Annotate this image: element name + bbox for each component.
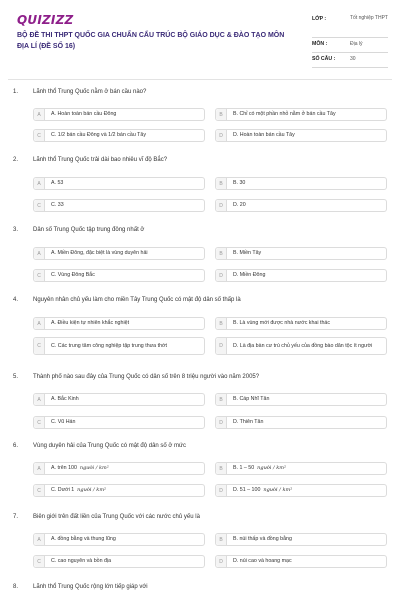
option-text: D. Thiên Tân (233, 419, 264, 426)
quizizz-logo: QUIZIZZ (17, 13, 74, 27)
question-number: 6. (13, 443, 19, 449)
option-text: A. Điều kiện tự nhiên khắc nghiệt (51, 320, 130, 327)
option-letter-b: B (216, 318, 227, 329)
option-unit: người / km² (77, 487, 107, 494)
option-letter-b: B (216, 248, 227, 259)
option-text: A. đồng bằng và thung lũng (51, 536, 116, 543)
option-c[interactable] (33, 416, 205, 429)
option-text: A. Bắc Kinh (51, 396, 79, 403)
option-a[interactable] (33, 317, 205, 330)
option-letter-d: D (216, 338, 227, 354)
option-b[interactable] (215, 317, 387, 330)
header-divider (8, 79, 392, 80)
option-text (233, 463, 382, 474)
question-number: 5. (13, 374, 19, 380)
option-text: C. cao nguyên và bồn địa (51, 558, 112, 565)
question-text: Dân số Trung Quốc tập trung đông nhất ở (33, 227, 145, 233)
option-d[interactable] (215, 416, 387, 429)
count-label: SỐ CÂU : (312, 56, 336, 62)
option-letter-a: A (34, 318, 45, 329)
option-text: B. 30 (233, 180, 246, 187)
option-b[interactable] (215, 247, 387, 260)
question-text: Vùng duyên hải của Trung Quốc có mật độ dân số ở mức (33, 443, 187, 449)
option-d[interactable] (215, 484, 387, 497)
option-letter-d: D (216, 417, 227, 428)
option-unit: người / km² (79, 465, 109, 472)
option-c[interactable] (33, 484, 205, 497)
option-text: A. 53 (51, 180, 64, 187)
option-text (51, 485, 200, 496)
meta-subject-row (312, 38, 388, 53)
option-letter-a: A (34, 178, 45, 189)
option-letter-c: C (34, 417, 45, 428)
option-letter-b: B (216, 463, 227, 474)
option-text (233, 485, 382, 496)
subject-label: MÔN : (312, 41, 328, 47)
option-letter-d: D (216, 556, 227, 567)
question-number: 4. (13, 297, 19, 303)
question-number: 1. (13, 89, 19, 95)
option-letter-c: C (34, 130, 45, 141)
option-value: A. trên 100 (51, 465, 77, 472)
question-text: Lãnh thổ Trung Quốc rộng lớn tiếp giáp với (33, 584, 148, 590)
option-text: C. Các trung tâm công nghiệp tập trung thưa thớt (51, 342, 167, 349)
option-letter-b: B (216, 394, 227, 405)
option-b[interactable] (215, 177, 387, 190)
meta-count-row (312, 53, 388, 68)
option-d[interactable] (215, 555, 387, 568)
question-number: 3. (13, 227, 19, 233)
option-c[interactable] (33, 199, 205, 212)
option-a[interactable] (33, 533, 205, 546)
option-a[interactable] (33, 108, 205, 121)
option-letter-c: C (34, 270, 45, 281)
option-text: C. 33 (51, 202, 64, 209)
option-text: B. Là vùng mới được nhà nước khai thác (233, 320, 331, 327)
option-d[interactable] (215, 129, 387, 142)
option-d[interactable] (215, 337, 387, 355)
meta-class-row (312, 13, 388, 38)
option-unit: người / km² (263, 487, 293, 494)
option-text: B. Cáp Nhĩ Tân (233, 396, 270, 403)
option-a[interactable] (33, 247, 205, 260)
option-text: C. 1/2 bán cầu Đông và 1/2 bán cầu Tây (51, 132, 147, 139)
option-text: C. Vũ Hán (51, 419, 76, 426)
worksheet-title: BỘ ĐỀ THI THPT QUỐC GIA CHUẨN CẤU TRÚC BỘ GIÁO DỤC & ĐÀO TẠO MÔN ĐỊA LÍ (ĐỀ SỐ 16) (17, 32, 285, 50)
option-text: A. Miền Đông, đặc biệt là vùng duyên hải (51, 250, 148, 257)
option-a[interactable] (33, 177, 205, 190)
option-value: D. 51 – 100 (233, 487, 261, 494)
option-letter-c: C (34, 338, 45, 354)
option-d[interactable] (215, 269, 387, 282)
count-value: 30 (350, 56, 356, 62)
subject-value: Địa lý (350, 41, 363, 47)
option-letter-a: A (34, 534, 45, 545)
option-letter-a: A (34, 248, 45, 259)
question-text: Nguyên nhân chủ yếu làm cho miền Tây Trung Quốc có mật độ dân số thấp là (33, 297, 241, 303)
question-number: 7. (13, 514, 19, 520)
question-number: 8. (13, 584, 19, 590)
option-a[interactable] (33, 393, 205, 406)
worksheet-header (0, 0, 400, 78)
option-text (51, 463, 200, 474)
option-letter-a: A (34, 109, 45, 120)
option-text: D. 20 (233, 202, 246, 209)
option-a[interactable] (33, 462, 205, 475)
option-c[interactable] (33, 337, 205, 355)
option-letter-b: B (216, 534, 227, 545)
class-value: Tốt nghiệp THPT (350, 15, 388, 21)
option-text: B. núi thấp và đồng bằng (233, 536, 292, 543)
option-c[interactable] (33, 129, 205, 142)
option-text: B. Miền Tây (233, 250, 262, 257)
option-letter-d: D (216, 200, 227, 211)
option-letter-d: D (216, 130, 227, 141)
option-text: D. Miền Đông (233, 272, 266, 279)
option-value: B. 1 – 50 (233, 465, 255, 472)
option-value: C. Dưới 1 (51, 487, 75, 494)
option-b[interactable] (215, 108, 387, 121)
question-text: Lãnh thổ Trung Quốc nằm ở bán cầu nào? (33, 89, 147, 95)
option-d[interactable] (215, 199, 387, 212)
question-text: Thành phố nào sau đây của Trung Quốc có dân số trên 8 triệu người vào năm 2005? (33, 374, 260, 380)
class-label: LỚP : (312, 16, 327, 22)
option-b[interactable] (215, 393, 387, 406)
option-text: C. Vùng Đông Bắc (51, 272, 95, 279)
option-text: A. Hoàn toàn bán cầu Đông (51, 111, 117, 118)
option-c[interactable] (33, 555, 205, 568)
option-b[interactable] (215, 462, 387, 475)
option-letter-c: C (34, 485, 45, 496)
option-letter-d: D (216, 270, 227, 281)
option-letter-c: C (34, 200, 45, 211)
option-letter-a: A (34, 463, 45, 474)
option-c[interactable] (33, 269, 205, 282)
option-letter-a: A (34, 394, 45, 405)
option-text: B. Chỉ có một phần nhỏ nằm ở bán cầu Tây (233, 111, 336, 118)
option-text: D. Là địa bàn cư trú chủ yếu của đồng bào dân tộc ít người (233, 342, 373, 349)
option-text: D. Hoàn toàn bán cầu Tây (233, 132, 295, 139)
question-text: Lãnh thổ Trung Quốc trải dài bao nhiêu vĩ độ Bắc? (33, 157, 168, 163)
option-letter-b: B (216, 109, 227, 120)
option-b[interactable] (215, 533, 387, 546)
option-unit: người / km² (257, 465, 287, 472)
option-letter-b: B (216, 178, 227, 189)
question-number: 2. (13, 157, 19, 163)
question-text: Biên giới trên đất liền của Trung Quốc với các nước chủ yếu là (33, 514, 200, 520)
option-text: D. núi cao và hoang mạc (233, 558, 292, 565)
option-letter-c: C (34, 556, 45, 567)
option-letter-d: D (216, 485, 227, 496)
meta-box (312, 13, 388, 68)
